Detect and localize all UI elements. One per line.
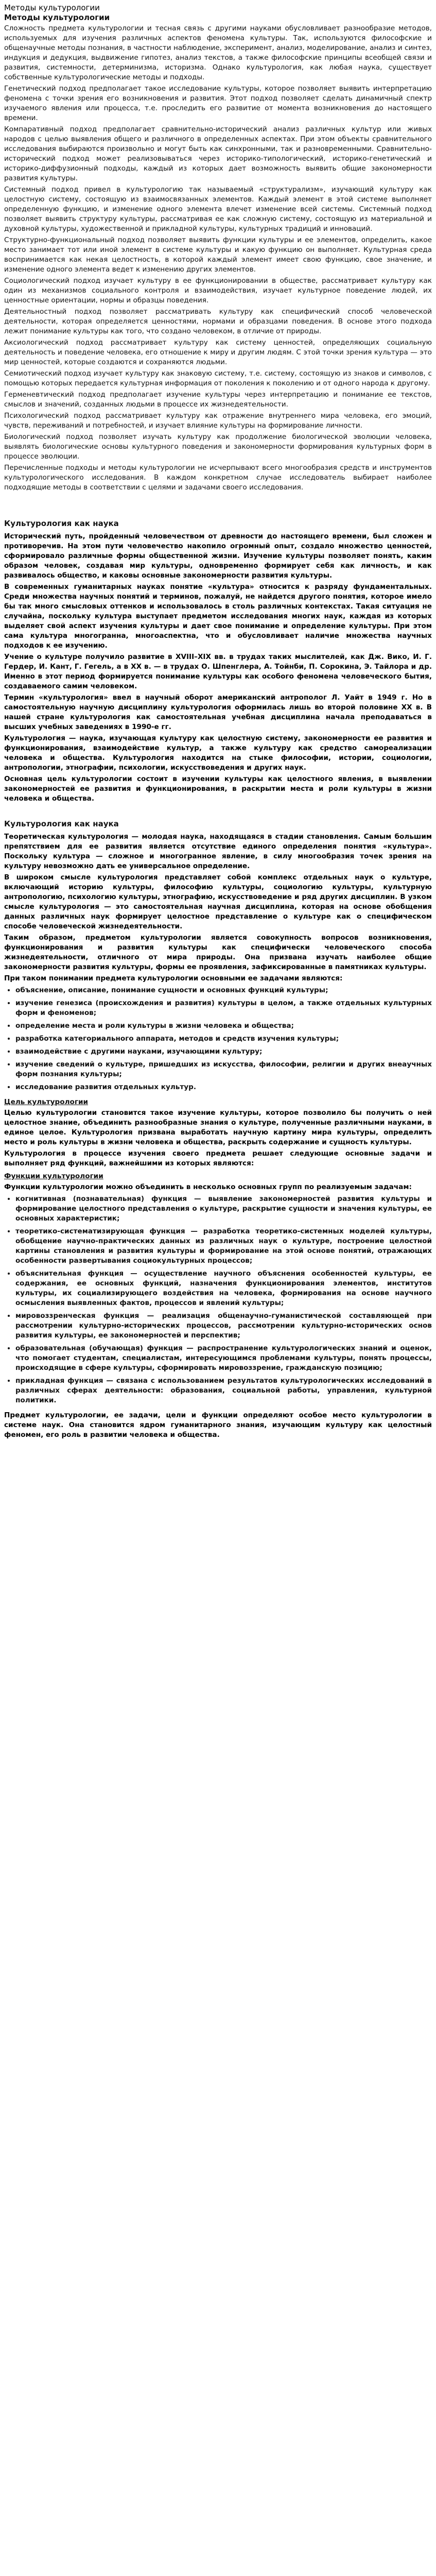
section-title: Методы культурологии <box>4 13 110 22</box>
subject-list <box>15 986 432 1092</box>
functions-list-item: • теоретико-систематизирующая функция — разработка теоретико-системных моделей культуры, обобщение научно-практических данных из различных наук о культуре, построение целостной картины становления и развития культуры и формирование на этой основе понятий, отражающих особенности развертывания социокультурных процессов; <box>15 1227 432 1266</box>
culture-science-paragraph: В современных гуманитарных науках понятие «культура» относится к разряду фундаментальных. Среди множества научных понятий и терминов, пожалуй, не найдется другого понятия, которое имело бы так много смысловых оттенков и использовалось в столь различных контекстах. Такая ситуация не случайна, поскольку культура выступает предметом исследования многих наук, каждая из которых выделяет свой аспект изучения культуры и дает свое понимание и определение культуры. При этом сама культура многогранна, многоаспектна, что и обусловливает наличие множества научных подходов к ее изучению. <box>4 583 432 650</box>
functions-heading: Функции культурологии <box>4 1172 103 1180</box>
culture-science-paragraph: Основная цель культурологии состоит в изучении культуры как целостного явления, в выявлении закономерностей ее развития и функционирования, в раскрытии места и роли культуры в жизни человека и общества. <box>4 775 432 803</box>
culture-science-paragraph: Учение о культуре получило развитие в XVIII–XIX вв. в трудах таких мыслителей, как Дж. Вико, И. Г. Гердер, И. Кант, Г. Гегель, а в XX в. — в трудах О. Шпенглера, А. Тойнби, П. Сорокина, Э. Тайлора и др. Именно в этот период формируется понимание культуры как особого феномена человеческого бытия, создаваемого самим человеком. <box>4 653 432 690</box>
subject-title: Культурология как наука <box>4 819 119 828</box>
methods-paragraph: Структурно-функциональный подход позволяет выявить функции культуры и ее элементов, определить, какое место занимает тот или иной элемент в системе культуры и какую функцию он выполняет. Культурная среда воспринимается как некая целостность, в которой каждый элемент имеет свою функцию, свое значение, и изменение одного элемента ведет к изменению других элементов. <box>4 236 432 274</box>
culture-science-paragraph: Исторический путь, пройденный человечеством от древности до настоящего времени, был сложен и противоречив. На этом пути человечество накопило огромный опыт, создало множество ценностей, сформировало различные формы общественной жизни. Изучение культуры позволяет понять, каким образом человек, создавая мир культуры, одновременно формирует себя как личность, и как развивалось общество, и каковы основные закономерности развития культуры. <box>4 532 432 580</box>
functions-list-item: • прикладная функция — связана с использованием результатов культурологических исследований в различных сферах деятельности: образования, социальной работы, управления, культурной политики. <box>15 1376 432 1405</box>
subject-paragraph: Теоретическая культурология — молодая наука, находящаяся в стадии становления. Самым большим препятствием для ее развития является отсутствие единого определения понятия «культура». Поскольку культура — сложное и многогранное явление, в силу многообразия точек зрения на культуру невозможно дать ее универсальное определение. <box>4 833 432 870</box>
methods-section <box>4 24 432 493</box>
subject-list-item: • определение места и роли культуры в жизни человека и общества; <box>15 1021 432 1031</box>
methods-paragraph: Аксиологический подход рассматривает культуру как систему ценностей, определяющих социальную деятельность и поведение человека, его отношение к миру и другим людям. С этой точки зрения культура — это мир ценностей, которые создаются и сохраняются людьми. <box>4 338 432 366</box>
functions-list-item: • объяснительная функция — осуществление научного объяснения особенностей культуры, ее содержания, ее основных функций, назначения функционирования элементов, институтов культуры, их социализирующего воздействия на человека, формирования на основе научного осмысления выявленных фактов, процессов и явлений культуры; <box>15 1269 432 1308</box>
functions-intro: Функции культурологии можно объединить в несколько основных групп по реализуемым задачам: <box>4 1183 412 1191</box>
functions-list-item: • образовательная (обучающая) функция — распространение культурологических знаний и оценок, что помогает студентам, специалистам, интересующимся проблемами культуры, понять процессы, происходящие в сфере культуры, сформировать мировоззрение, гражданскую позицию; <box>15 1344 432 1373</box>
methods-paragraph: Деятельностный подход позволяет рассматривать культуру как специфический способ человеческой деятельности, которая определяется ценностями, нормами и образцами поведения. В основе этого подхода лежит понимание культуры как того, что создано человеком, в отличие от природы. <box>4 308 432 335</box>
culture-science-section <box>4 532 432 804</box>
methods-paragraph: Сложность предмета культурологии и тесная связь с другими науками обусловливает разнообразие методов, используемых для изучения различных аспектов феномена культуры. Так, используются философские и общенаучные методы познания, в частности наблюдение, эксперимент, анализ, моделирование, анализ и синтез, индукция и дедукция, выдвижение гипотез, анализ текстов, а также философские принципы всеобщей связи и развития, системности, детерминизма, историзма. Однако культурология, как любая наука, существует собственные культурологические методы и подходы. <box>4 24 432 81</box>
functions-list-item: • когнитивная (познавательная) функция — выявление закономерностей развития культуры и формирование целостного представления о культуре, раскрытие сущности и значения культуры, ее основных характеристик; <box>15 1194 432 1224</box>
methods-paragraph: Герменевтический подход предполагает изучение культуры через интерпретацию и понимание ее текстов, смыслов и значений, созданных людьми в процессе их жизнедеятельности. <box>4 391 432 409</box>
methods-paragraph: Психологический подход рассматривает культуру как отражение внутреннего мира человека, его эмоций, чувств, переживаний и потребностей, и изучает влияние культуры на формирование личности. <box>4 412 432 430</box>
conclusion-section <box>4 1411 432 1440</box>
functions-list <box>15 1194 432 1405</box>
subject-list-intro: При таком понимании предмета культурологии основными ее задачами являются: <box>4 974 343 982</box>
subject-list-item: • изучение генезиса (происхождения и развития) культуры в целом, а также отдельных культурных форм и феноменов; <box>15 998 432 1018</box>
culture-science-paragraph: Культурология — наука, изучающая культуру как целостную систему, закономерности ее развития и функционирования, взаимодействие культур, а также культуру как средство самореализации человека и общества. Культурология находится на стыке философии, истории, социологии, антропологии, этнографии, психологии, искусствоведения и других наук. <box>4 734 432 772</box>
goals-heading: Цель культурологии <box>4 1098 89 1106</box>
subject-paragraph: Таким образом, предметом культурологии является совокупность вопросов возникновения, функционирования и развития культуры как специфически человеческого способа жизнедеятельности, отличного от мира природы. Она призвана изучать наиболее общие закономерности развития культуры, формы ее проявления, зафиксированные в памятниках культуры. <box>4 934 432 971</box>
methods-paragraph: Социологический подход изучает культуру в ее функционировании в обществе, рассматривает культуру как один из механизмов социального контроля и взаимодействия, изучает культурное поведение людей, их ценностные ориентации, нормы и образцы поведения. <box>4 277 432 304</box>
subject-list-item: • объяснение, описание, понимание сущности и основных функций культуры; <box>15 986 432 995</box>
methods-paragraph: Семиотический подход изучает культуру как знаковую систему, т.е. систему, состоящую из знаков и символов, с помощью которых передается культурная информация от поколения к поколению и от одного народа к другому. <box>4 369 432 387</box>
conclusion-paragraph: Предмет культурологии, ее задачи, цели и функции определяют особое место культурологии в системе наук. Она становится ядром гуманитарного знания, изучающим культуру как целостный феномен, его роль в развитии человека и общества. <box>4 1411 432 1439</box>
breadcrumb: Методы культурологии <box>4 3 100 12</box>
functions-list-item: • мировоззренческая функция — реализация общенаучно-гуманистической составляющей при рассмотрении культурно-исторических процессов, рассмотрении культурно-исторических основ развития культуры, ее закономерностей и перспектив; <box>15 1311 432 1341</box>
methods-paragraph: Генетический подход предполагает такое исследование культуры, которое позволяет выявить интерпретацию феномена с точки зрения его возникновения и развития. Этот подход позволяет сделать динамичный спектр изучаемого явления или процесса, т.е. проследить его развитие от момента возникновения до настоящего времени. <box>4 84 432 122</box>
subject-list-item: • исследование развития отдельных культур. <box>15 1082 432 1092</box>
goals-paragraph: Целью культурологии становится такое изучение культуры, которое позволило бы получить о ней целостное знание, объединить разнообразные знания о культуре, полученные различными науками, в единое целое. Культурология призвана выработать научную картину мира культуры, определить место и роль культуры в жизни человека и общества, раскрыть содержание и сущность культуры. <box>4 1109 432 1146</box>
subject-list-item: • изучение сведений о культуре, пришедших из искусства, философии, религии и других внеаучных форм познания культуры; <box>15 1060 432 1079</box>
subject-list-item: • взаимодействие с другими науками, изучающими культуру; <box>15 1047 432 1057</box>
subject-list-item: • разработка категориального аппарата, методов и средств изучения культуры; <box>15 1034 432 1044</box>
culture-science-paragraph: Термин «культурология» ввел в научный оборот американский антрополог Л. Уайт в 1949 г. Но в самостоятельную научную дисциплину культурология оформилась лишь во второй половине XX в. В нашей стране культурология как самостоятельная учебная дисциплина начала преподаваться в высших учебных заведениях в 1990-е гг. <box>4 693 432 731</box>
goals-section <box>4 1108 432 1168</box>
methods-paragraph: Компаративный подход предполагает сравнительно-исторический анализ различных культур или живых народов с целью выявления общего и различного в определенных аспектах. При этом объекты сравнительного исследования выбираются произвольно и могут быть как синхронными, так и разновременными. Сравнительно-исторический подход может реализовываться через историко-типологический, историко-генетический и историко-диффузионный подходы, каждый из которых дает возможность выявить общие закономерности развития культуры. <box>4 125 432 182</box>
spacer <box>4 494 432 503</box>
methods-paragraph: Биологический подход позволяет изучать культуру как продолжение биологической эволюции человека, выявлять биологические основы культурного поведения и закономерности формирования культурных форм в процессе эволюции. <box>4 433 432 461</box>
culture-science-title: Культурология как наука <box>4 519 119 528</box>
methods-paragraph: Перечисленные подходы и методы культурологии не исчерпывают всего многообразия средств и инструментов культурологического исследования. В каждом конкретном случае исследователь выбирает наиболее подходящие методы в соответствии с целями и задачами своего исследования. <box>4 464 432 492</box>
subject-paragraph: В широком смысле культурология представляет собой комплекс отдельных наук о культуре, включающий историю культуры, философию культуры, социологию культуры, культурную антропологию, психологию культуры, этнографию, искусствоведение и ряд других дисциплин. В узком смысле культурология — это самостоятельная научная дисциплина, которая на основе обобщения данных различных наук формирует целостное представление о культуре как о специфическом способе человеческой жизнедеятельности. <box>4 873 432 930</box>
methods-paragraph: Системный подход привел в культурологию так называемый «структурализм», изучающий культуру как целостную систему, состоящую из взаимосвязанных элементов. Каждый элемент в этой системе выполняет определенную функцию, и изменение одного элемента влечет изменение всей системы. Системный подход позволяет выявить структуру культуры, рассматривая ее как сложную систему, состоящую из материальной и духовной культуры, художественной и прикладной культуры, культурных традиций и инноваций. <box>4 185 432 233</box>
goals-paragraph: Культурология в процессе изучения своего предмета решает следующие основные задачи и выполняет ряд функций, важнейшими из которых являются: <box>4 1149 432 1167</box>
subject-section <box>4 832 432 972</box>
